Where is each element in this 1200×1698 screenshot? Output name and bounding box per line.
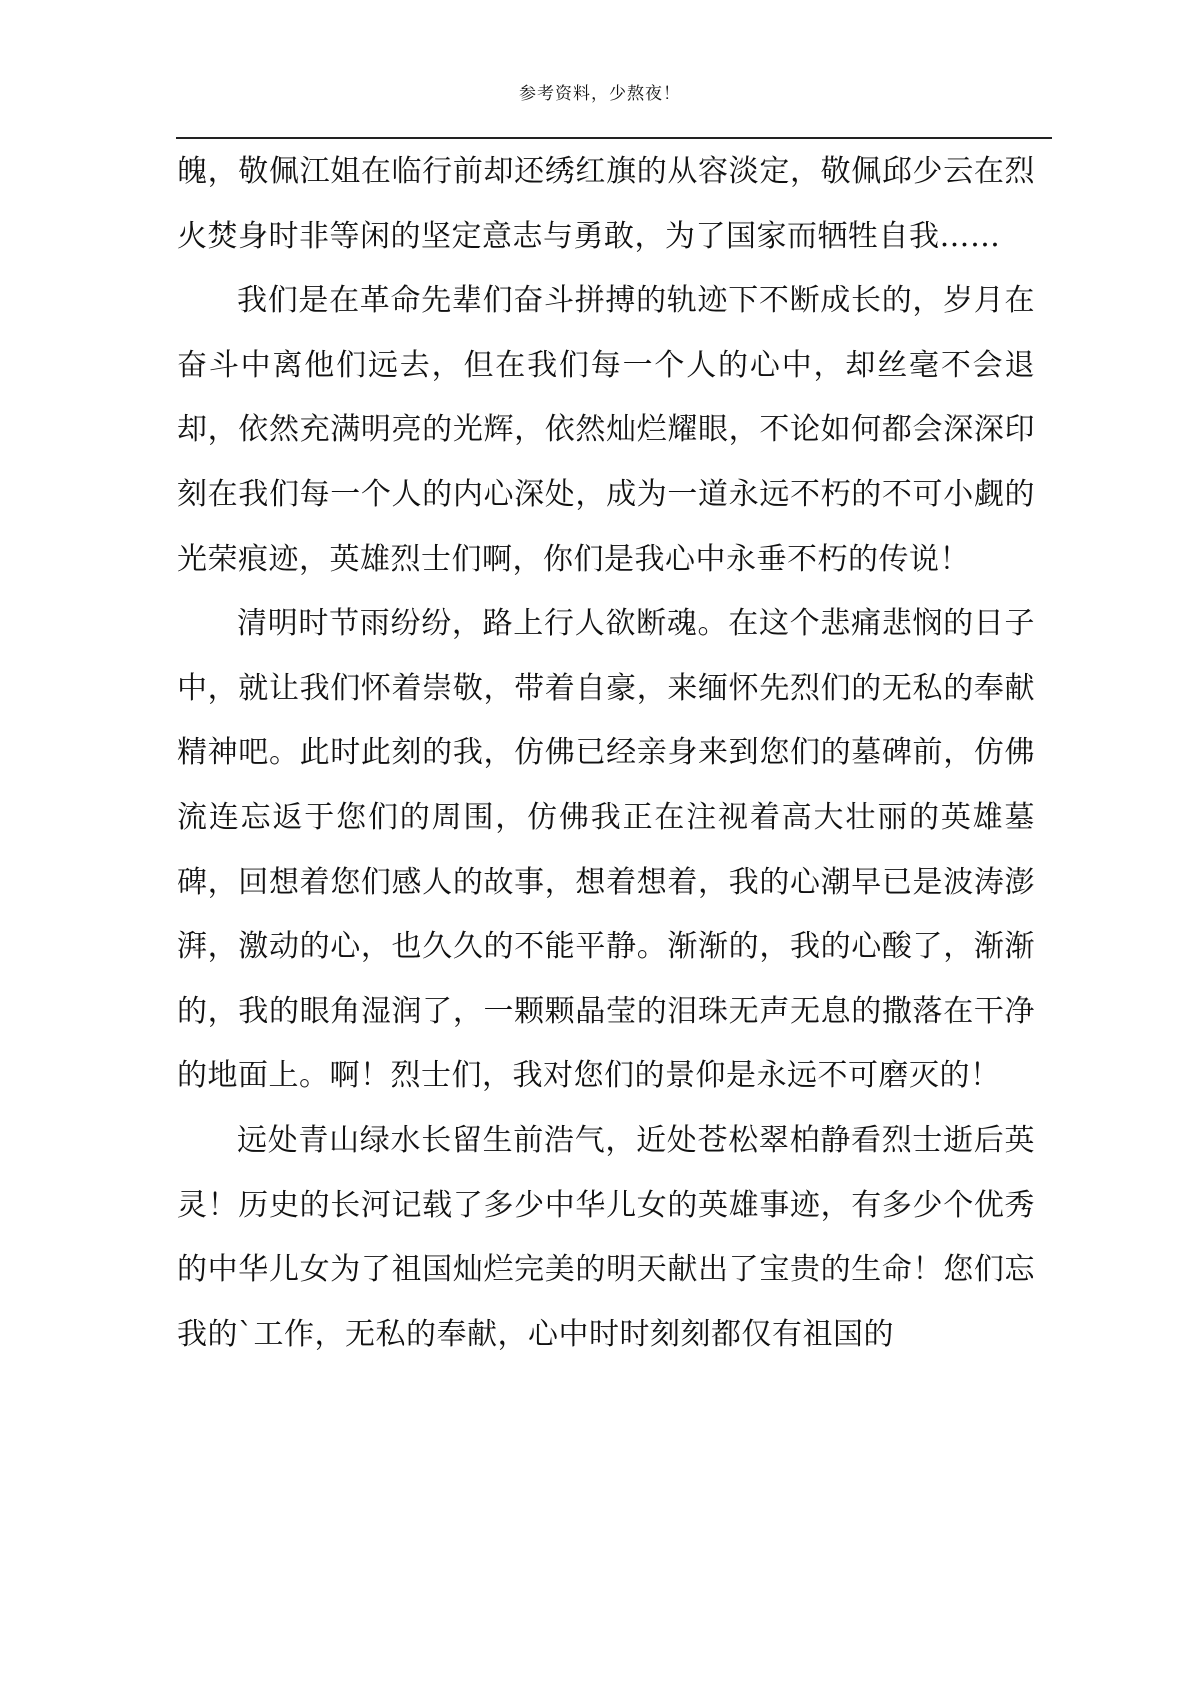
page-header: 参考资料，少熬夜！ — [519, 84, 681, 104]
document-body — [177, 140, 1035, 1367]
paragraph-1: 魄，敬佩江姐在临行前却还绣红旗的从容淡定，敬佩邱少云在烈火焚身时非等闲的坚定意志与勇敢，为了国家而牺牲自我…… — [177, 154, 1035, 254]
header-divider — [176, 137, 1052, 139]
paragraph-4: 远处青山绿水长留生前浩气，近处苍松翠柏静看烈士逝后英灵！历史的长河记载了多少中华儿女的英雄事迹，有多少个优秀的中华儿女为了祖国灿烂完美的明天献出了宝贵的生命！您们忘我的`工作，无私的奉献，心中时时刻刻都仅有祖国的 — [177, 1122, 1035, 1352]
paragraph-3: 清明时节雨纷纷，路上行人欲断魂。在这个悲痛悲悯的日子中，就让我们怀着崇敬，带着自豪，来缅怀先烈们的无私的奉献精神吧。此时此刻的我，仿佛已经亲身来到您们的墓碑前，仿佛流连忘返于您们的周围，仿佛我正在注视着高大壮丽的英雄墓碑，回想着您们感人的故事，想着想着，我的心潮早已是波涛澎湃，激动的心，也久久的不能平静。渐渐的，我的心酸了，渐渐的，我的眼角湿润了，一颗颗晶莹的泪珠无声无息的撒落在干净的地面上。啊！烈士们，我对您们的景仰是永远不可磨灭的！ — [177, 606, 1035, 1094]
paragraph-2: 我们是在革命先辈们奋斗拼搏的轨迹下不断成长的，岁月在奋斗中离他们远去，但在我们每一个人的心中，却丝毫不会退却，依然充满明亮的光辉，依然灿烂耀眼，不论如何都会深深印刻在我们每一个人的内心深处，成为一道永远不朽的不可小觑的光荣痕迹，英雄烈士们啊，你们是我心中永垂不朽的传说！ — [177, 283, 1035, 577]
